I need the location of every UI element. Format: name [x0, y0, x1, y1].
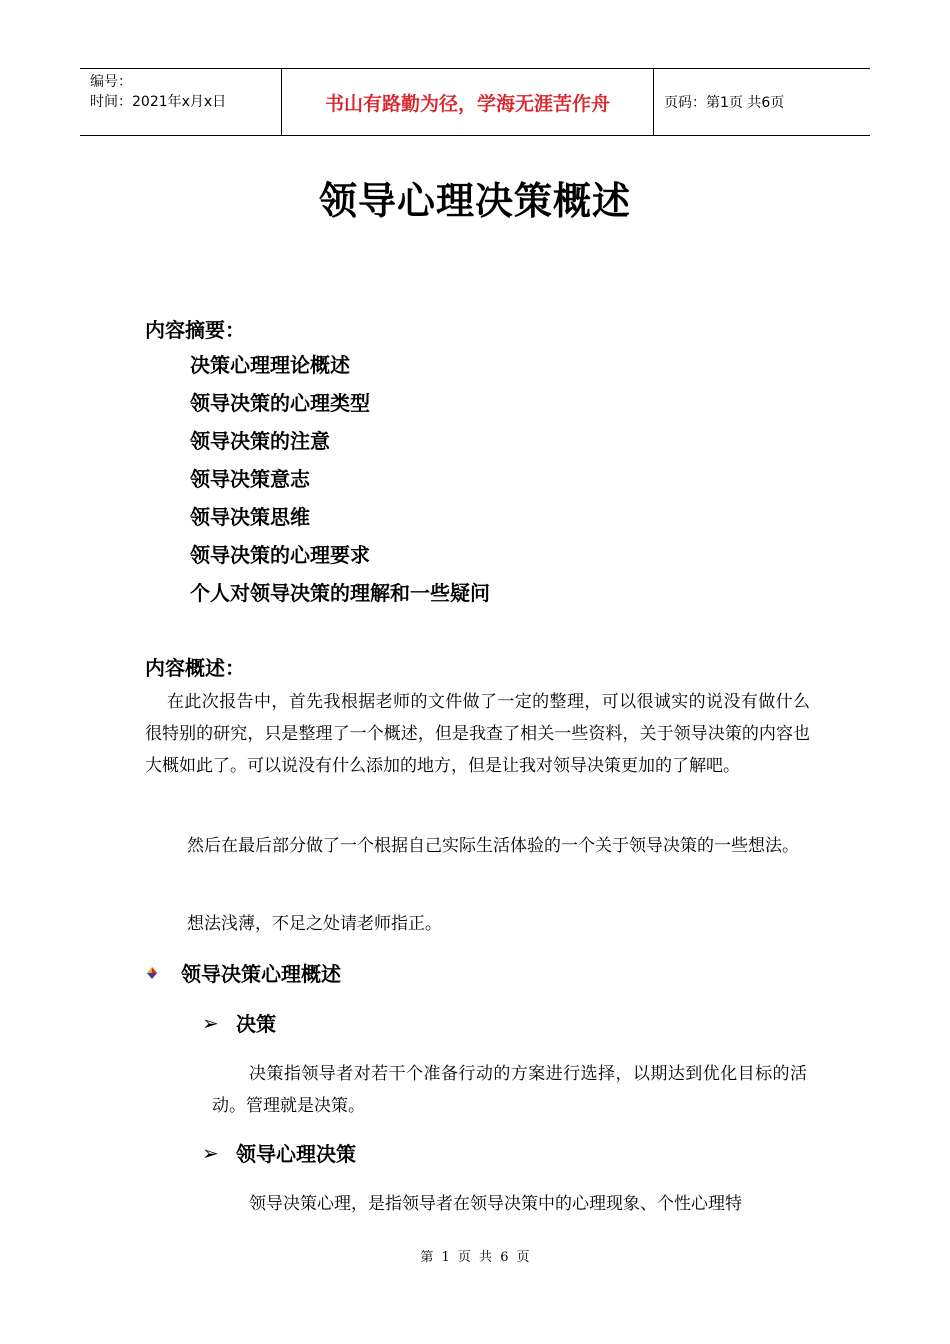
header-page-info: 页码：第1页 共6页 [664, 95, 785, 111]
summary-list [190, 346, 490, 612]
subsection-heading-row-2 [202, 1138, 356, 1167]
summary-heading: 内容摘要： [145, 318, 245, 342]
header-meta [80, 69, 282, 135]
section-heading: 领导决策心理概述 [181, 962, 341, 986]
summary-item: 领导决策意志 [190, 467, 310, 491]
summary-item: 领导决策思维 [190, 505, 310, 529]
subsection-paragraph-1: 决策指领导者对若干个准备行动的方案进行选择，以期达到优化目标的活动。管理就是决策。 [212, 1064, 807, 1116]
header-motto: 书山有路勤为径，学海无涯苦作舟 [282, 69, 654, 135]
summary-item: 决策心理理论概述 [190, 353, 350, 377]
summary-item: 领导决策的注意 [190, 429, 330, 453]
number-label: 编号： [90, 74, 132, 90]
diamond-bullet-icon [145, 966, 159, 980]
summary-item: 领导决策的心理要求 [190, 543, 370, 567]
page-title: 领导心理决策概述 [318, 179, 631, 223]
overview-paragraph-1: 在此次报告中，首先我根据老师的文件做了一定的整理，可以很诚实的说没有做什么很特别的研究，只是整理了一个概述，但是我查了相关一些资料，关于领导决策的内容也大概如此了。可以说没有什么添加的地方，但是让我对领导决策更加的了解吧。 [145, 692, 810, 776]
time-label: 时间：2021年x月x日 [90, 94, 227, 110]
subsection-paragraph-2: 领导决策心理，是指领导者在领导决策中的心理现象、个性心理特 [249, 1194, 742, 1214]
summary-item: 领导决策的心理类型 [190, 391, 370, 415]
arrow-bullet-icon: ➢ [202, 1010, 219, 1035]
page-footer: 第 1 页 共 6 页 [420, 1250, 530, 1265]
subsection-heading: 决策 [236, 1012, 276, 1036]
page-header [80, 68, 870, 136]
subsection-heading-row-1 [202, 1008, 276, 1037]
overview-paragraph-3: 想法浅薄，不足之处请老师指正。 [187, 914, 442, 934]
overview-heading: 内容概述： [145, 656, 245, 680]
subsection-heading: 领导心理决策 [236, 1142, 356, 1166]
arrow-bullet-icon: ➢ [202, 1140, 219, 1165]
summary-item: 个人对领导决策的理解和一些疑问 [190, 581, 490, 605]
section-heading-row [145, 958, 341, 987]
overview-paragraph-2: 然后在最后部分做了一个根据自己实际生活体验的一个关于领导决策的一些想法。 [187, 836, 799, 856]
